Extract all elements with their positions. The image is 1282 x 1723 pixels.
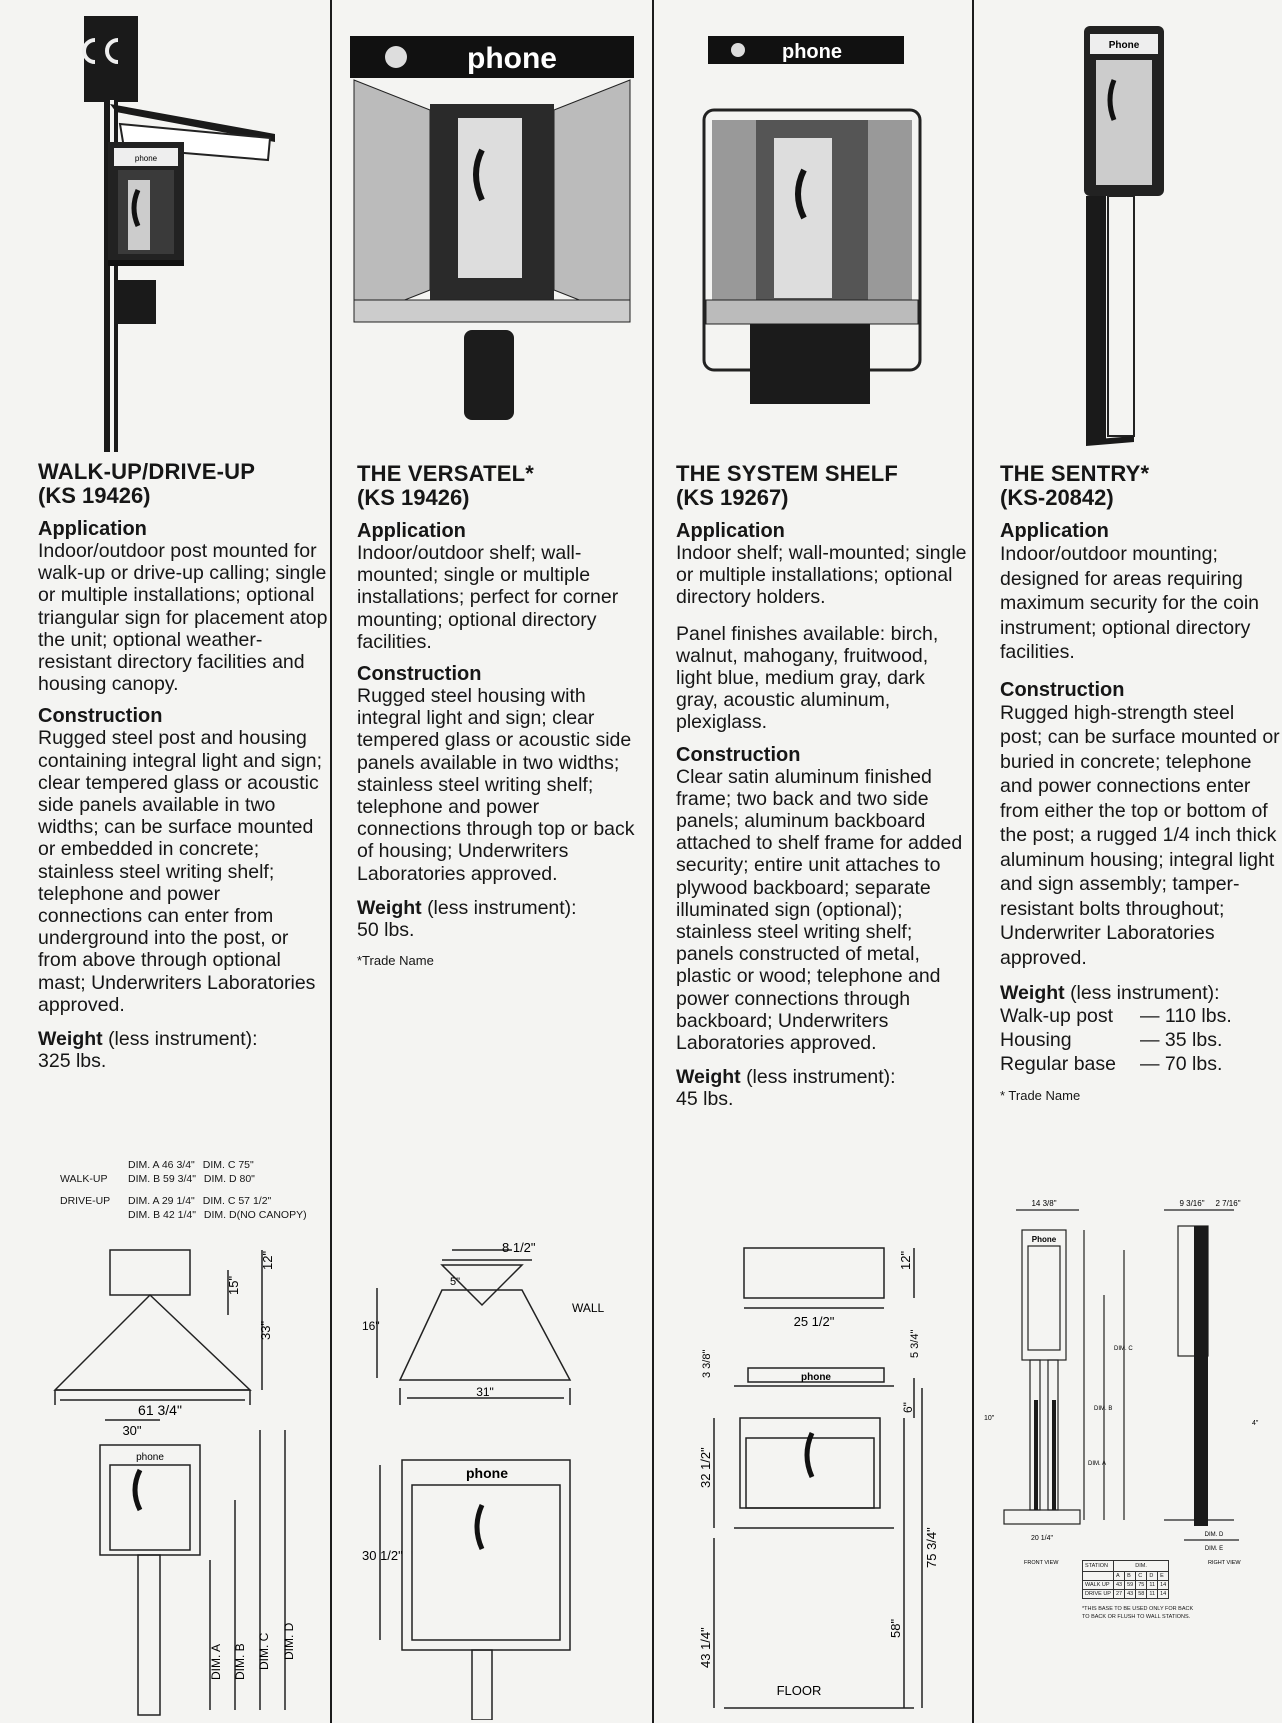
dim-43: 43 1/4"	[698, 1627, 713, 1668]
weight-table	[1000, 1004, 1232, 1076]
application-text: Indoor/outdoor mounting; designed for areas requiring maximum security for the coin instrument; optional directory facilities.	[1000, 543, 1259, 663]
weight-qualifier: (less instrument):	[746, 1066, 896, 1089]
drawing-sign: phone	[136, 1452, 164, 1463]
application-heading: Application	[38, 518, 147, 540]
right-view-label: RIGHT VIEW	[1208, 1560, 1241, 1566]
weight-item: Walk-up post	[1000, 1005, 1114, 1028]
drive-up-label: DRIVE-UP	[60, 1195, 111, 1207]
construction-text: Rugged high-strength steel post; can be surface mounted or buried in concrete; telephone and power connections enter from either the top or bottom of the post; a rugged 1/4 inch thick aluminum housing; integral light and sign assembly; tamper-resistant bolts throughout; Underwriter Laboratories approved.	[1000, 701, 1280, 969]
walk-up-text-block	[38, 460, 328, 1072]
dim-walk-d: DIM. D 80"	[203, 1173, 255, 1185]
weight-qualifier: (less instrument):	[108, 1028, 258, 1051]
panel-finishes-text: Panel finishes available: birch, walnut, mahogany, fruitwood, light blue, medium gray, dark gray, acoustic aluminum, plexiglass.	[676, 622, 939, 734]
weight-label: Weight	[1000, 982, 1065, 1004]
drawing-sign: phone	[801, 1372, 831, 1383]
table-cell: 59	[1125, 1581, 1136, 1590]
versatel-text-block	[357, 462, 647, 968]
sentry-dimension-drawing	[974, 1200, 1282, 1723]
table-cell: 11	[1147, 1590, 1158, 1599]
table-station: WALK UP	[1083, 1581, 1114, 1590]
table-cell: 75	[1136, 1581, 1147, 1590]
dim-4: 4"	[1252, 1420, 1259, 1427]
weight-value: 45 lbs.	[676, 1088, 734, 1111]
weight-label: Weight	[676, 1066, 741, 1089]
dim-b: DIM. B	[1094, 1406, 1113, 1412]
construction-heading: Construction	[357, 663, 482, 686]
weight-item-value: — 35 lbs.	[1140, 1029, 1223, 1052]
dim-c: DIM. C	[257, 1632, 271, 1670]
dim-e: DIM. E	[1204, 1546, 1224, 1552]
product-code: (KS 19267)	[676, 485, 789, 510]
walk-up-sign-text: phone	[134, 154, 158, 163]
application-text: Indoor shelf; wall-mounted; single or multiple installations; optional directory holders.	[676, 542, 967, 609]
weight-label: Weight	[357, 896, 422, 919]
weight-line	[357, 897, 647, 941]
sentry-text-block	[1000, 462, 1280, 1103]
versatel-booth-illustration	[332, 0, 652, 455]
product-title: THE SENTRY*	[1000, 461, 1150, 486]
table-cell: 27	[1113, 1590, 1124, 1599]
dim-30: 30"	[122, 1423, 142, 1438]
product-code: (KS 19426)	[357, 485, 470, 510]
weight-item: Regular base	[1000, 1053, 1116, 1076]
weight-qualifier: (less instrument):	[427, 896, 577, 919]
dim-33: 33"	[258, 1320, 273, 1340]
system-shelf-sign-text: phone	[782, 41, 842, 63]
dim-walk-b: DIM. B 59 3/4"	[128, 1173, 196, 1185]
dim-side2: 2 7/16"	[1215, 1200, 1241, 1208]
drawing-sign: Phone	[1031, 1235, 1057, 1244]
application-heading: Application	[357, 520, 466, 542]
dim-75: 75 3/4"	[924, 1527, 939, 1568]
product-code: (KS 19426)	[38, 483, 151, 508]
front-view-label: FRONT VIEW	[1024, 1560, 1059, 1566]
walk-up-booth-illustration	[0, 0, 330, 455]
table-cell: 43	[1113, 1581, 1124, 1590]
wall-label: WALL	[572, 1301, 605, 1315]
weight-item-value: — 110 lbs.	[1140, 1005, 1232, 1028]
weight-line	[1000, 982, 1280, 1004]
dim-61: 61 3/4"	[138, 1402, 182, 1418]
system-shelf-text-block	[676, 462, 968, 1111]
base-note: *THIS BASE TO BE USED ONLY FOR BACK TO BACK OR FLUSH TO WALL STATIONS.	[1082, 1606, 1194, 1620]
construction-heading: Construction	[676, 743, 801, 766]
construction-text: Rugged steel housing with integral light and sign; clear tempered glass or acoustic side panels available in two widths; stainless steel writing shelf; telephone and power connections through top or back of housing; Underwriters Laboratories approved.	[357, 685, 635, 885]
versatel-dimension-drawing	[332, 1230, 652, 1720]
walk-up-dimension-drawing	[0, 1240, 330, 1720]
weight-label: Weight	[38, 1028, 103, 1051]
dim-25: 25 1/2"	[793, 1314, 835, 1329]
dim-d: DIM. D	[282, 1622, 296, 1660]
weight-row	[1000, 1028, 1232, 1052]
weight-value: 50 lbs.	[357, 919, 415, 942]
weight-value: 325 lbs.	[38, 1050, 107, 1073]
dim-32: 32 1/2"	[698, 1447, 713, 1488]
application-text: Indoor/outdoor shelf; wall-mounted; single or multiple installations; perfect for corner mounting; optional directory facilities.	[357, 542, 619, 653]
construction-heading: Construction	[1000, 678, 1125, 701]
dim-drive-d: DIM. D(NO CANOPY)	[203, 1209, 307, 1221]
weight-line	[676, 1066, 968, 1110]
drawing-sign: phone	[466, 1465, 508, 1481]
weight-qualifier: (less instrument):	[1070, 982, 1220, 1004]
dim-3-3: 3 3/8"	[701, 1349, 713, 1378]
application-heading: Application	[676, 520, 785, 542]
system-shelf-illustration	[654, 0, 972, 455]
walk-up-dims-list	[60, 1158, 330, 1222]
sentry-dim-table	[1082, 1560, 1202, 1621]
application-heading: Application	[1000, 520, 1109, 542]
table-row	[1083, 1590, 1169, 1599]
sentry-sign-text: Phone	[1108, 40, 1140, 51]
system-shelf-dimension-drawing	[654, 1238, 972, 1723]
table-col-e: E	[1158, 1572, 1169, 1581]
weight-row	[1000, 1052, 1232, 1076]
table-header-station: STATION	[1083, 1561, 1114, 1572]
versatel-sign-text: phone	[467, 42, 557, 75]
column-sentry	[974, 0, 1282, 1723]
sentry-post-illustration	[974, 0, 1282, 455]
dim-15: 15"	[226, 1275, 241, 1295]
weight-item: Housing	[1000, 1029, 1072, 1052]
dim-walk-c: DIM. C 75"	[202, 1159, 254, 1171]
dim-8: 8 1/2"	[502, 1240, 536, 1255]
dim-top: 14 3/8"	[1031, 1200, 1057, 1208]
table-station: DRIVE UP	[1083, 1590, 1114, 1599]
dim-12: 12"	[898, 1250, 913, 1270]
product-code: (KS-20842)	[1000, 485, 1114, 510]
table-cell: 11	[1147, 1581, 1158, 1590]
table-cell: 14	[1158, 1590, 1169, 1599]
table-cell: 43	[1125, 1590, 1136, 1599]
dim-c: DIM. C	[1114, 1346, 1133, 1352]
floor-label: FLOOR	[776, 1683, 822, 1698]
dim-10: 10"	[984, 1415, 995, 1422]
column-system-shelf	[654, 0, 972, 1723]
table-col-a: A	[1113, 1572, 1124, 1581]
table-col-b: B	[1125, 1572, 1136, 1581]
dim-side1: 9 3/16"	[1179, 1200, 1205, 1208]
dim-6: 6"	[901, 1402, 915, 1413]
dim-b: DIM. B	[233, 1643, 247, 1680]
walk-up-label: WALK-UP	[60, 1173, 108, 1185]
column-versatel	[332, 0, 652, 1723]
product-title: THE VERSATEL*	[357, 461, 534, 486]
weight-row	[1000, 1004, 1232, 1028]
dim-base: 20 1/4"	[1031, 1535, 1053, 1542]
table-cell: 58	[1136, 1590, 1147, 1599]
station-dims-table	[1082, 1560, 1169, 1599]
dim-5-3: 5 3/4"	[909, 1329, 921, 1358]
dim-16: 16"	[362, 1319, 380, 1333]
dim-12: 12"	[260, 1250, 275, 1270]
dim-drive-a: DIM. A 29 1/4"	[128, 1195, 195, 1207]
dim-a: DIM. A	[209, 1643, 223, 1680]
construction-text: Rugged steel post and housing containing integral light and sign; clear tempered glass or acoustic side panels available in two widths; can be surface mounted or embedded in concrete; stainless steel writing shelf; telephone and power connections can enter from underground into the post, or from above through optional mast; Underwriters Laboratories approved.	[38, 727, 323, 1016]
column-walk-up-drive-up	[0, 0, 330, 1723]
footnote: *Trade Name	[357, 953, 434, 969]
product-title: THE SYSTEM SHELF	[676, 461, 898, 486]
weight-line	[38, 1028, 328, 1072]
weight-item-value: — 70 lbs.	[1140, 1053, 1223, 1076]
dim-drive-b: DIM. B 42 1/4"	[128, 1209, 196, 1221]
dim-a: DIM. A	[1088, 1461, 1107, 1467]
dim-31: 31"	[476, 1385, 494, 1399]
dim-30: 30 1/2"	[362, 1548, 403, 1563]
dim-5: 5"	[450, 1276, 461, 1288]
dim-58: 58"	[888, 1618, 903, 1638]
footnote: * Trade Name	[1000, 1088, 1081, 1104]
product-title: WALK-UP/DRIVE-UP	[38, 459, 256, 484]
construction-heading: Construction	[38, 705, 163, 728]
table-col-c: C	[1136, 1572, 1147, 1581]
application-text: Indoor/outdoor post mounted for walk-up or drive-up calling; single or multiple installations; optional triangular sign for placement atop the unit; optional weather-resistant directory facilities and housing canopy.	[38, 540, 328, 696]
construction-text: Clear satin aluminum finished frame; two back and two side panels; aluminum backboard attached to shelf frame for added security; entire unit attaches to plywood backboard; separate illuminated sign (optional); stainless steel writing shelf; panels constructed of metal, plastic or wood; telephone and power connections through backboard; Underwriters Laboratories approved.	[676, 765, 963, 1055]
dim-drive-c: DIM. C 57 1/2"	[202, 1195, 272, 1207]
table-header-dim: DIM.	[1113, 1561, 1168, 1572]
table-col-d: D	[1147, 1572, 1158, 1581]
dim-walk-a: DIM. A 46 3/4"	[128, 1159, 195, 1171]
dim-d: DIM. D	[1204, 1532, 1224, 1538]
table-cell: 14	[1158, 1581, 1169, 1590]
table-row	[1083, 1581, 1169, 1590]
